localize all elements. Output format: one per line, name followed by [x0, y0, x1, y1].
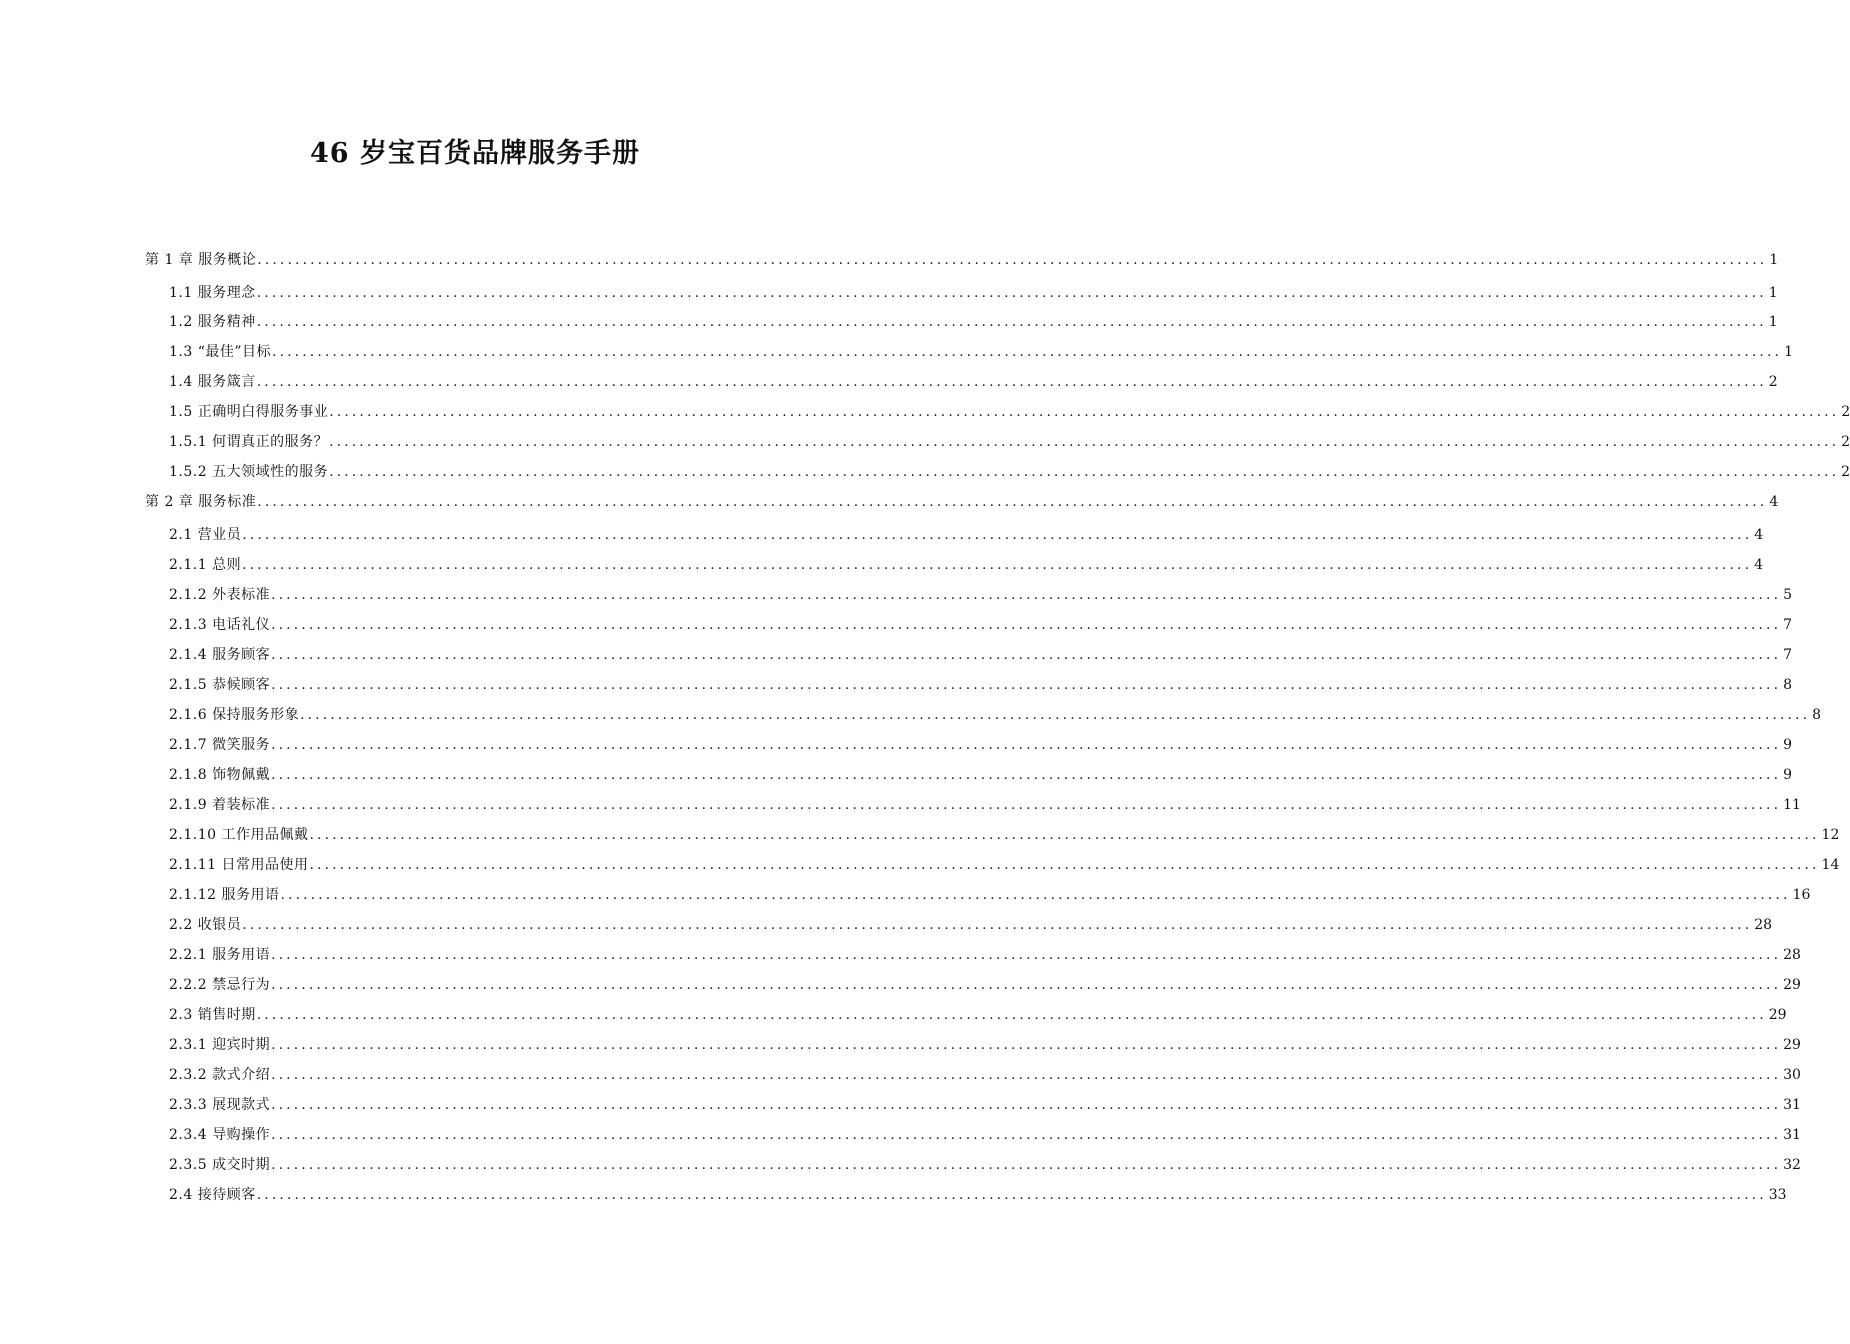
toc-entry-page-number: 33: [1768, 1187, 1787, 1203]
toc-entry-title: 2.2 收银员: [169, 917, 242, 933]
toc-entry-title: 2.3.3 展现款式: [169, 1097, 271, 1113]
toc-dot-leader: ........................................................................................................................................................................................................: [329, 404, 1840, 420]
toc-entry[interactable]: [169, 1001, 1787, 1029]
toc-entry[interactable]: [169, 761, 1793, 789]
toc-entry[interactable]: [169, 458, 1850, 486]
toc-dot-leader: ........................................................................................................................................................................................................: [257, 494, 1768, 510]
toc-entry-title: 2.1.2 外表标准: [169, 587, 271, 603]
toc-dot-leader: ........................................................................................................................................................................................................: [329, 464, 1840, 480]
toc-entry-title: 2.3.4 导购操作: [169, 1127, 271, 1143]
toc-entry-page-number: 14: [1821, 857, 1840, 873]
toc-dot-leader: ........................................................................................................................................................................................................: [272, 344, 1783, 360]
toc-entry[interactable]: [145, 488, 1779, 516]
toc-entry-title: 2.3.5 成交时期: [169, 1157, 271, 1173]
toc-entry[interactable]: [169, 671, 1793, 699]
toc-entry-title: 1.5 正确明白得服务事业: [169, 404, 329, 420]
toc-entry-page-number: 8: [1783, 677, 1793, 693]
toc-entry[interactable]: [169, 279, 1778, 307]
toc-entry-page-number: 12: [1821, 827, 1840, 843]
toc-entry[interactable]: [169, 398, 1850, 426]
toc-entry-page-number: 2: [1768, 374, 1778, 390]
toc-entry[interactable]: [169, 911, 1773, 939]
toc-entry-title: 2.1.4 服务顾客: [169, 647, 271, 663]
toc-entry[interactable]: [169, 791, 1801, 819]
toc-entry-page-number: 1: [1768, 285, 1778, 301]
toc-entry-page-number: 7: [1783, 617, 1793, 633]
toc-entry-title: 2.1.8 饰物佩戴: [169, 767, 271, 783]
toc-entry[interactable]: [169, 821, 1840, 849]
toc-entry[interactable]: [169, 701, 1822, 729]
toc-entry-page-number: 4: [1769, 494, 1779, 510]
toc-dot-leader: ........................................................................................................................................................................................................: [271, 1097, 1782, 1113]
toc-entry-title: 第 1 章 服务概论: [145, 252, 257, 268]
toc-dot-leader: ........................................................................................................................................................................................................: [309, 857, 1820, 873]
toc-entry-page-number: 1: [1768, 314, 1778, 330]
toc-entry[interactable]: [169, 581, 1793, 609]
toc-dot-leader: ........................................................................................................................................................................................................: [271, 737, 1782, 753]
toc-dot-leader: ........................................................................................................................................................................................................: [242, 917, 1753, 933]
toc-dot-leader: ........................................................................................................................................................................................................: [242, 527, 1753, 543]
toc-entry[interactable]: [169, 338, 1793, 366]
toc-dot-leader: ........................................................................................................................................................................................................: [271, 977, 1782, 993]
toc-entry-page-number: 7: [1783, 647, 1793, 663]
toc-dot-leader: ........................................................................................................................................................................................................: [271, 947, 1782, 963]
toc-dot-leader: ........................................................................................................................................................................................................: [300, 707, 1811, 723]
toc-entry[interactable]: [169, 1031, 1801, 1059]
toc-dot-leader: ........................................................................................................................................................................................................: [256, 1187, 1767, 1203]
toc-entry-page-number: 29: [1768, 1007, 1787, 1023]
toc-dot-leader: ........................................................................................................................................................................................................: [256, 1007, 1767, 1023]
toc-dot-leader: ........................................................................................................................................................................................................: [256, 285, 1767, 301]
toc-entry-page-number: 9: [1783, 737, 1793, 753]
toc-dot-leader: ........................................................................................................................................................................................................: [271, 677, 1782, 693]
toc-entry-title: 2.1.10 工作用品佩戴: [169, 827, 309, 843]
toc-dot-leader: ........................................................................................................................................................................................................: [271, 767, 1782, 783]
toc-entry-title: 2.2.1 服务用语: [169, 947, 271, 963]
toc-entry[interactable]: [169, 971, 1801, 999]
toc-entry[interactable]: [169, 1121, 1801, 1149]
toc-entry-page-number: 30: [1783, 1067, 1801, 1083]
toc-entry-title: 1.1 服务理念: [169, 285, 256, 301]
toc-entry-page-number: 28: [1783, 947, 1801, 963]
toc-dot-leader: ........................................................................................................................................................................................................: [242, 557, 1753, 573]
toc-dot-leader: ........................................................................................................................................................................................................: [256, 314, 1767, 330]
toc-entry-title: 1.5.1 何谓真正的服务？: [169, 434, 329, 450]
toc-entry-page-number: 8: [1812, 707, 1822, 723]
toc-dot-leader: ........................................................................................................................................................................................................: [256, 374, 1767, 390]
toc-entry[interactable]: [169, 1061, 1801, 1089]
toc-entry[interactable]: [169, 731, 1793, 759]
toc-entry-page-number: 2: [1841, 434, 1850, 450]
toc-dot-leader: ........................................................................................................................................................................................................: [280, 887, 1791, 903]
toc-dot-leader: ........................................................................................................................................................................................................: [271, 617, 1782, 633]
toc-entry[interactable]: [169, 521, 1764, 549]
toc-entry-title: 2.1.12 服务用语: [169, 887, 280, 903]
toc-entry-page-number: 4: [1754, 557, 1764, 573]
toc-entry-title: 2.1.9 着装标准: [169, 797, 271, 813]
toc-entry[interactable]: [169, 641, 1793, 669]
toc-entry[interactable]: [145, 246, 1779, 274]
toc-entry-page-number: 31: [1783, 1097, 1801, 1113]
toc-entry-title: 2.1 营业员: [169, 527, 242, 543]
toc-entry[interactable]: [169, 881, 1811, 909]
toc-entry-page-number: 29: [1783, 977, 1801, 993]
toc-dot-leader: ........................................................................................................................................................................................................: [271, 647, 1782, 663]
toc-entry-title: 2.1.5 恭候顾客: [169, 677, 271, 693]
toc-entry-page-number: 1: [1769, 252, 1779, 268]
toc-entry-page-number: 11: [1783, 797, 1801, 813]
toc-entry[interactable]: [169, 851, 1840, 879]
toc-entry-page-number: 32: [1783, 1157, 1801, 1173]
toc-entry-title: 2.3 销售时期: [169, 1007, 256, 1023]
toc-entry[interactable]: [169, 551, 1764, 579]
toc-entry-title: 1.4 服务箴言: [169, 374, 256, 390]
toc-entry-page-number: 28: [1754, 917, 1773, 933]
toc-entry-title: 2.2.2 禁忌行为: [169, 977, 271, 993]
toc-entry-page-number: 5: [1783, 587, 1793, 603]
toc-entry-title: 2.1.6 保持服务形象: [169, 707, 300, 723]
toc-entry-title: 2.3.2 款式介绍: [169, 1067, 271, 1083]
toc-entry[interactable]: [169, 1091, 1801, 1119]
toc-entry[interactable]: [169, 1151, 1801, 1179]
toc-entry-page-number: 29: [1783, 1037, 1801, 1053]
toc-entry-title: 2.4 接待顾客: [169, 1187, 256, 1203]
toc-entry[interactable]: [169, 941, 1801, 969]
toc-entry[interactable]: [169, 428, 1850, 456]
toc-dot-leader: ........................................................................................................................................................................................................: [329, 434, 1840, 450]
toc-entry-title: 1.2 服务精神: [169, 314, 256, 330]
toc-entry-title: 第 2 章 服务标准: [145, 494, 257, 510]
toc-dot-leader: ........................................................................................................................................................................................................: [271, 1067, 1782, 1083]
toc-dot-leader: ........................................................................................................................................................................................................: [271, 1157, 1782, 1173]
toc-entry-title: 2.3.1 迎宾时期: [169, 1037, 271, 1053]
toc-entry[interactable]: [169, 308, 1778, 336]
toc-dot-leader: ........................................................................................................................................................................................................: [271, 797, 1782, 813]
toc-entry-page-number: 2: [1841, 464, 1850, 480]
toc-entry-page-number: 1: [1784, 344, 1793, 360]
toc-entry-title: 2.1.11 日常用品使用: [169, 857, 309, 873]
toc-entry[interactable]: [169, 1181, 1787, 1209]
toc-entry-page-number: 4: [1754, 527, 1764, 543]
toc-entry[interactable]: [169, 368, 1778, 396]
toc-entry-title: 2.1.1 总则: [169, 557, 242, 573]
toc-entry-title: 2.1.7 微笑服务: [169, 737, 271, 753]
toc-dot-leader: ........................................................................................................................................................................................................: [271, 1127, 1782, 1143]
document-title: 46 岁宝百货品牌服务手册: [310, 138, 640, 169]
toc-dot-leader: ........................................................................................................................................................................................................: [271, 1037, 1782, 1053]
toc-entry-title: 1.5.2 五大领域性的服务: [169, 464, 329, 480]
toc-entry-title: 1.3 “最佳”目标: [169, 344, 272, 360]
toc-entry-page-number: 16: [1792, 887, 1811, 903]
toc-dot-leader: ........................................................................................................................................................................................................: [257, 252, 1768, 268]
toc-entry[interactable]: [169, 611, 1793, 639]
toc-entry-title: 2.1.3 电话礼仪: [169, 617, 271, 633]
toc-dot-leader: ........................................................................................................................................................................................................: [271, 587, 1782, 603]
toc-entry-page-number: 31: [1783, 1127, 1801, 1143]
toc-entry-page-number: 9: [1783, 767, 1793, 783]
toc-dot-leader: ........................................................................................................................................................................................................: [309, 827, 1820, 843]
toc-entry-page-number: 2: [1841, 404, 1850, 420]
